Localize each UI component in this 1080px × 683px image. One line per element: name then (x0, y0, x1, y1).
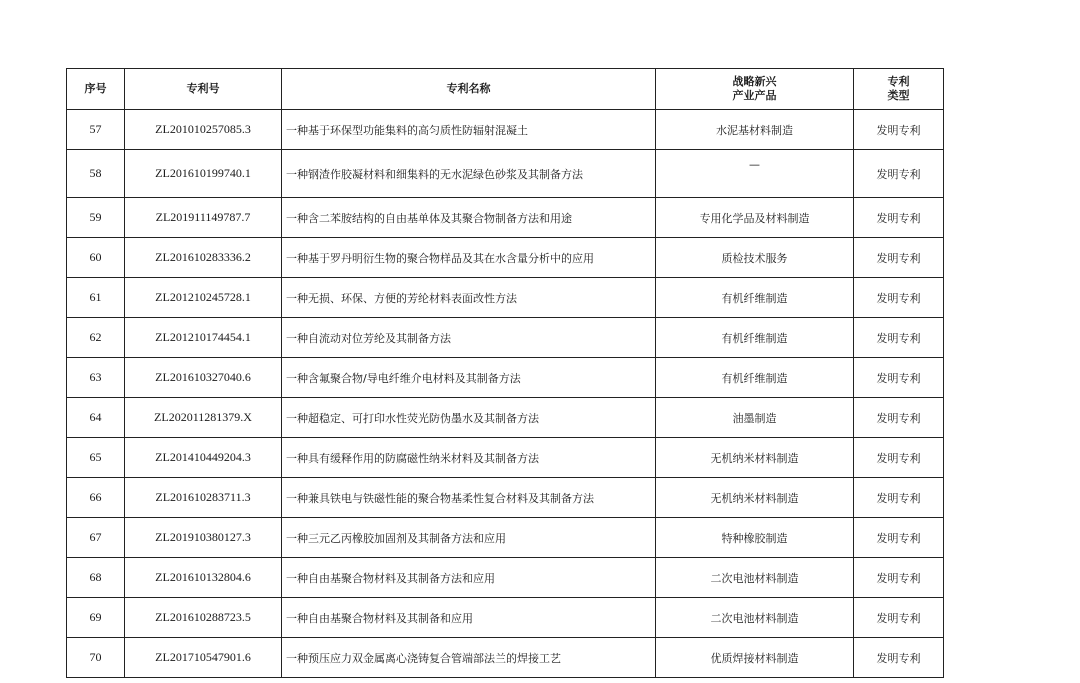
cell-type: 发明专利 (854, 278, 944, 318)
cell-seq: 57 (67, 110, 125, 150)
table-row (67, 558, 944, 598)
cell-type: 发明专利 (854, 398, 944, 438)
cell-patent-no: ZL201610132804.6 (125, 558, 282, 598)
table-row (67, 638, 944, 678)
header-row (67, 69, 944, 110)
cell-patent-no: ZL201610283336.2 (125, 238, 282, 278)
patent-table (66, 68, 944, 678)
cell-patent-name: 一种基于罗丹明衍生物的聚合物样品及其在水含量分析中的应用 (282, 238, 656, 278)
cell-patent-name: 一种自由基聚合物材料及其制备方法和应用 (282, 558, 656, 598)
cell-industry: 专用化学品及材料制造 (656, 198, 854, 238)
table-row (67, 318, 944, 358)
cell-industry: 无机纳米材料制造 (656, 478, 854, 518)
header-industry (656, 69, 854, 110)
cell-seq: 64 (67, 398, 125, 438)
header-seq: 序号 (67, 69, 125, 110)
table-row (67, 598, 944, 638)
cell-type: 发明专利 (854, 318, 944, 358)
cell-type: 发明专利 (854, 358, 944, 398)
cell-patent-name: 一种超稳定、可打印水性荧光防伪墨水及其制备方法 (282, 398, 656, 438)
cell-patent-name: 一种钢渣作胶凝材料和细集料的无水泥绿色砂浆及其制备方法 (282, 150, 656, 198)
table-row (67, 110, 944, 150)
table-row (67, 150, 944, 198)
header-patent-name: 专利名称 (282, 69, 656, 110)
cell-type: 发明专利 (854, 598, 944, 638)
cell-industry: 无机纳米材料制造 (656, 438, 854, 478)
table-row (67, 518, 944, 558)
cell-patent-no: ZL201010257085.3 (125, 110, 282, 150)
cell-seq: 62 (67, 318, 125, 358)
table-row (67, 198, 944, 238)
cell-seq: 66 (67, 478, 125, 518)
cell-type: 发明专利 (854, 198, 944, 238)
cell-type: 发明专利 (854, 110, 944, 150)
cell-patent-no: ZL201610199740.1 (125, 150, 282, 198)
header-type (854, 69, 944, 110)
cell-patent-no: ZL201210174454.1 (125, 318, 282, 358)
cell-patent-name: 一种兼具铁电与铁磁性能的聚合物基柔性复合材料及其制备方法 (282, 478, 656, 518)
cell-seq: 67 (67, 518, 125, 558)
cell-seq: 68 (67, 558, 125, 598)
table-row (67, 278, 944, 318)
cell-industry: 有机纤维制造 (656, 358, 854, 398)
cell-industry: 二次电池材料制造 (656, 598, 854, 638)
cell-type: 发明专利 (854, 478, 944, 518)
header-patent-no: 专利号 (125, 69, 282, 110)
cell-seq: 65 (67, 438, 125, 478)
cell-type: 发明专利 (854, 438, 944, 478)
table-row (67, 398, 944, 438)
cell-patent-no: ZL201610283711.3 (125, 478, 282, 518)
cell-type: 发明专利 (854, 558, 944, 598)
cell-patent-no: ZL201910380127.3 (125, 518, 282, 558)
cell-seq: 69 (67, 598, 125, 638)
cell-type: 发明专利 (854, 150, 944, 198)
table-header (67, 69, 944, 110)
cell-patent-name: 一种自由基聚合物材料及其制备和应用 (282, 598, 656, 638)
cell-patent-name: 一种三元乙丙橡胶加固剂及其制备方法和应用 (282, 518, 656, 558)
cell-patent-no: ZL202011281379.X (125, 398, 282, 438)
cell-industry: — (656, 150, 854, 198)
cell-industry: 优质焊接材料制造 (656, 638, 854, 678)
cell-industry: 特种橡胶制造 (656, 518, 854, 558)
cell-patent-name: 一种自流动对位芳纶及其制备方法 (282, 318, 656, 358)
cell-patent-no: ZL201410449204.3 (125, 438, 282, 478)
cell-seq: 61 (67, 278, 125, 318)
cell-seq: 63 (67, 358, 125, 398)
header-industry-line2: 产业产品 (732, 89, 777, 102)
cell-patent-name: 一种无损、环保、方便的芳纶材料表面改性方法 (282, 278, 656, 318)
header-type-line1: 专利 (887, 75, 910, 88)
cell-patent-name: 一种含氟聚合物/导电纤维介电材料及其制备方法 (282, 358, 656, 398)
cell-industry: 二次电池材料制造 (656, 558, 854, 598)
cell-patent-name: 一种含二苯胺结构的自由基单体及其聚合物制备方法和用途 (282, 198, 656, 238)
table-row (67, 478, 944, 518)
cell-patent-no: ZL201610288723.5 (125, 598, 282, 638)
cell-type: 发明专利 (854, 518, 944, 558)
cell-seq: 59 (67, 198, 125, 238)
table-row (67, 238, 944, 278)
cell-seq: 60 (67, 238, 125, 278)
table-row (67, 438, 944, 478)
cell-patent-no: ZL201610327040.6 (125, 358, 282, 398)
cell-industry: 有机纤维制造 (656, 278, 854, 318)
cell-seq: 70 (67, 638, 125, 678)
cell-patent-name: 一种具有缓释作用的防腐磁性纳米材料及其制备方法 (282, 438, 656, 478)
cell-type: 发明专利 (854, 238, 944, 278)
table-row (67, 358, 944, 398)
header-type-line2: 类型 (887, 89, 910, 102)
cell-industry: 油墨制造 (656, 398, 854, 438)
header-industry-line1: 战略新兴 (732, 75, 777, 88)
cell-patent-no: ZL201710547901.6 (125, 638, 282, 678)
cell-type: 发明专利 (854, 638, 944, 678)
cell-industry: 水泥基材料制造 (656, 110, 854, 150)
cell-patent-no: ZL201210245728.1 (125, 278, 282, 318)
cell-industry: 有机纤维制造 (656, 318, 854, 358)
cell-patent-name: 一种基于环保型功能集料的高匀质性防辐射混凝土 (282, 110, 656, 150)
cell-industry: 质检技术服务 (656, 238, 854, 278)
cell-patent-name: 一种预压应力双金属离心浇铸复合管端部法兰的焊接工艺 (282, 638, 656, 678)
table-body (67, 110, 944, 678)
cell-patent-no: ZL201911149787.7 (125, 198, 282, 238)
cell-seq: 58 (67, 150, 125, 198)
